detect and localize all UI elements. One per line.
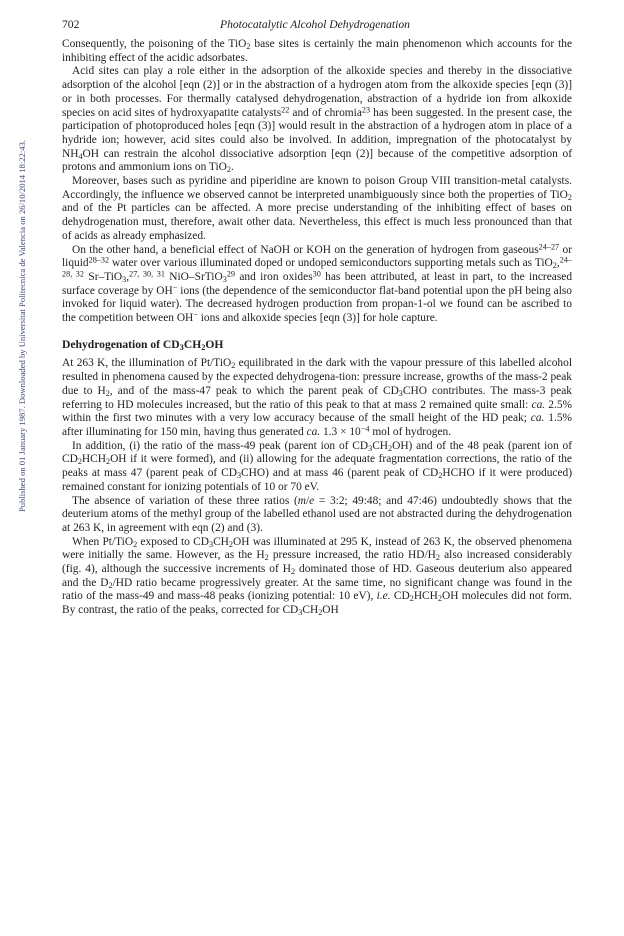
paragraph: At 263 K, the illumination of Pt/TiO$_2$ equilibrated in the dark with the vapour pressure of this labelled alcohol resulted in phenomena caused by the expected dehydrogena-tion: pressure increase, growths of the mass-2 peak due to $H_2$, and of the mass-47 peak to which the parent peak of $CD_3CHO$ contributes. The mass-3 peak referring to HD molecules increased, but the ratio of this peak to that at mass 2 remained quite small: ca. 2.5% within the first two minutes with a very low accuracy because of the small height of the HD peak; ca. 1.5% after illuminating for 150 min, having thus generated ca. $1.3 \times 10^{-4}$ mol of hydrogen. xyxy=(62,357,573,438)
running-title: Photocatalytic Alcohol Dehydrogenation xyxy=(220,18,410,31)
paragraph: The absence of variation of these three ratios (m/e = 3:2; 49:48; and 47:46) undoubtedly shows that the deuterium atoms of the methyl group of the labelled ethanol used are not abstracted during the dehydrogenation at 263 K, in agreement with eqn (2) and (3). xyxy=(62,494,572,534)
download-stamp xyxy=(15,48,29,604)
article-body xyxy=(62,38,572,618)
paragraph: Moreover, bases such as pyridine and piperidine are known to poison Group VIII transition-metal catalysts. Accordingly, the influence we observed cannot be interpreted unambiguously since both the properties of TiO$_2$ and of the Pt particles can be affected. A more precise understanding of the inhibiting effect of bases on dehydrogenation must, therefore, await other data. Nevertheless, this effect is much less pronounced than that of acids as already emphasized. xyxy=(62,175,572,242)
page-number: 702 xyxy=(62,18,80,31)
page-header xyxy=(62,18,572,34)
paragraph: On the other hand, a beneficial effect of NaOH or KOH on the generation of hydrogen from gaseous$^{24-27}$ or liquid$^{28-32}$ water over various illuminated doped or undoped semiconductors supporting metals such as TiO$_2$,$^{24-28, 32}$ Sr–TiO$_3$,$^{27, 30, 31}$ NiO–SrTiO$_3^{29}$ and iron oxides$^{30}$ has been attributed, at least in part, to the increased surface coverage by OH− ions (the dependence of the semiconductor flat-band potential upon the pH being also invoked for liquid water). The decreased hydrogen production from propan-1-ol we found can be ascribed to the competition between OH− ions and alkoxide species [eqn (3)] for hole capture. xyxy=(62,241,573,325)
paragraph: When Pt/TiO$_2$ exposed to $CD_3CH_2OH$ was illuminated at 295 K, instead of 263 K, the observed phenomena were initially the same. However, as the $H_2$ pressure increased, the ratio $HD/H_2$ also increased considerably (fig. 4), although the successive increments of $H_2$ dominated those of HD. Gaseous deuterium also appeared and the $D_2/HD$ ratio became progressively greater. At the same time, no significant change was found in the ratio of the mass-49 and mass-48 peaks (ionizing potential: 10 eV), i.e. $CD_2HCH_2OH$ molecules did not form. By contrast, the ratio of the peaks, corrected for $CD_3CH_2OH$ xyxy=(62,535,573,618)
paragraph: Acid sites can play a role either in the adsorption of the alkoxide species and thereby in the dissociative adsorption of the alcohol [eqn (2)] or in the abstraction of a hydrogen atom from the alkoxide species [eqn (3)] or in both processes. For thermally catalysed dehydrogenation, abstraction of a hydride ion from alkoxide species on acid sites of hydroxyapatite catalysts$^{22}$ and of chromia$^{23}$ has been suggested. In the present case, the participation of photoproduced holes [eqn (3)] would result in the abstraction of a hydrogen atom in place of a hydride ion; however, acid sites could also be involved. In addition, impregnation of the photocatalyst by $NH_4OH$ can restrain the alcohol dissociative adsorption [eqn (2)] because of the competitive adsorption of protons and ammonium ions on TiO$_2$. xyxy=(62,65,572,175)
paragraph: Consequently, the poisoning of the TiO$_2$ base sites is certainly the main phenomenon which accounts for the inhibiting effect of the acidic adsorbates. xyxy=(62,38,572,64)
section-heading: Dehydrogenation of $CD_3CH_2OH$ xyxy=(62,337,224,352)
download-stamp-text: Published on 01 January 1987. Downloaded by Universitat Politecnica de Valencia on 26/10/2014 18:22:43. xyxy=(17,140,27,512)
paragraph: In addition, (i) the ratio of the mass-49 peak (parent ion of $CD_3CH_2OH$) and of the 48 peak (parent ion of $CD_2HCH_2OH$ if it were formed), and (ii) allowing for the adequate fragmentation corrections, the ratio of the peaks at mass 47 (parent peak of $CD_3CHO$) and at mass 46 (parent peak of $CD_2HCHO$ if it were produced) remained constant for ionizing potentials of 10 or 70 eV. xyxy=(62,439,573,493)
